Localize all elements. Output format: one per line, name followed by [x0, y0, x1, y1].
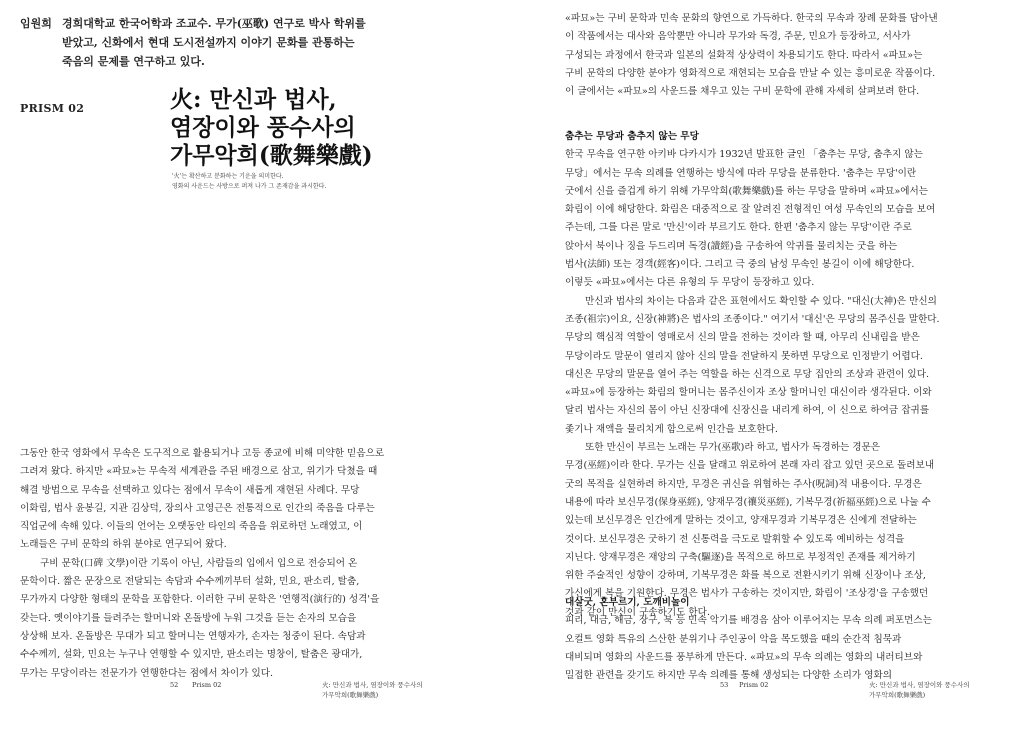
section-2-body — [565, 612, 945, 685]
text-line: «파묘»는 구비 문학과 민속 문화의 향연으로 가득하다. 한국의 무속과 장례 문화를 담아낸 — [565, 13, 938, 24]
footer-section: Prism 02 — [739, 681, 769, 689]
text-line: 것이다. 보신무경은 굿하기 전 신통력을 극도로 발휘할 수 있도록 예비하는 성격을 — [565, 533, 905, 545]
footer-title-line: 가무악희(歌舞樂戲) — [322, 691, 379, 699]
footer-title — [869, 680, 970, 700]
text-line: 무당이라도 말문이 열리지 않아 신의 말을 전달하지 못하면 무당으로 인정받기 어렵다. — [565, 350, 923, 362]
article-title-line: 염장이와 풍수사의 — [170, 114, 356, 141]
text-line: 구성되는 과정에서 한국과 일본의 설화적 상상력이 차용되기도 한다. 따라서 «파묘»는 — [565, 49, 923, 61]
text-line: 무경(巫經)이라 한다. 무가는 신을 달래고 위로하여 본래 자리 잡고 있던 곳으로 돌려보내 — [565, 460, 935, 472]
text-line: 피리, 대금, 해금, 장구, 북 등 민속 악기를 배경음 삼아 이루어지는 무속 의례 퍼포먼스는 — [565, 615, 932, 627]
right-page — [517, 0, 1034, 730]
text-line: 그려져 왔다. 하지만 «파묘»는 무속적 세계관을 주된 배경으로 삼고, 위기가 닥쳤을 때 — [20, 466, 378, 478]
text-line: 문학이다. 짧은 문장으로 전달되는 속담과 수수께끼부터 설화, 민요, 판소리, 탈춤, — [20, 576, 360, 588]
text-line: 구비 문학(口碑 文學)이란 기록이 아닌, 사람들의 입에서 입으로 전승되어 온 — [40, 557, 358, 569]
article-title — [170, 86, 373, 170]
text-line: 갖는다. 옛이야기를 들려주는 할머니와 온돌방에 누워 그것을 듣는 손자의 모습을 — [20, 612, 357, 624]
text-line: 법사(法師) 또는 경객(經客)이다. 그리고 극 중의 남성 무속인 봉길이 이에 해당한다. — [565, 259, 915, 271]
title-notes — [172, 172, 326, 192]
text-line: 이 글에서는 «파묘»의 사운드를 채우고 있는 구비 문학에 관해 자세히 살펴보려 한다. — [565, 86, 920, 98]
text-line: 달리 법사는 자신의 몸이 아닌 신장대에 신장신을 내리게 하여, 이 신으로 하여금 잡귀를 — [565, 405, 930, 417]
text-line: 대신은 무당의 말문을 열어 주는 역할을 하는 신격으로 무당 집안의 조상과 관련이 있다. — [565, 368, 930, 380]
intro-paragraph — [565, 10, 945, 101]
text-line: 이 작품에서는 대사와 음악뿐만 아니라 무가와 독경, 주문, 민요가 등장하고, 서사가 — [565, 31, 911, 43]
text-line: 구비 문학의 다양한 분야가 영화적으로 재현되는 모습을 만날 수 있는 흥미로운 작품이다. — [565, 67, 936, 79]
text-line: 무당의 핵심적 역할이 영매로서 신의 말을 전하는 것이라 할 때, 아무리 신내림을 받은 — [565, 332, 920, 344]
title-note-line: 영화의 사운드는 사방으로 퍼져 나가 그 존재감을 과시한다. — [172, 183, 327, 190]
author-bio — [62, 14, 382, 71]
text-line: 수수께끼, 설화, 민요는 누구나 연행할 수 있지만, 판소리는 명창이, 탈춤은 광대가, — [20, 649, 363, 661]
text-line: «파묘»에 등장하는 화림의 할머니는 몸주신이자 조상 할머니인 대신이라 생각된다. 이와 — [565, 387, 932, 399]
footer-title — [322, 680, 423, 700]
text-line: 이렇듯 «파묘»에서는 다른 유형의 두 무당이 등장하고 있다. — [565, 277, 815, 289]
text-line: 주는데, 그를 다른 말로 '만신'이라 부르기도 한다. 한편 '춤추지 않는 무당'이란 주로 — [565, 222, 912, 234]
footer-title-line: 火: 만신과 법사, 염장이와 풍수사의 — [322, 681, 423, 689]
text-line: 한국 무속을 연구한 아키바 다카시가 1932년 발표한 글인 「춤추는 무당, 춤추지 않는 — [565, 149, 923, 161]
text-line: 무당」에서는 무속 의례를 연행하는 방식에 따라 무당을 분류한다. '춤추는 무당'이란 — [565, 167, 917, 179]
text-line: 노래들은 구비 문학의 하위 분야로 연구되어 왔다. — [20, 539, 227, 551]
text-line: 좇기나 재액을 물리치게 함으로써 인간을 보호한다. — [565, 423, 778, 435]
text-line: 지닌다. 양재무경은 재앙의 구축(驅逐)을 목적으로 하므로 부정적인 존재를 제거하기 — [565, 551, 916, 563]
footer-title-line: 가무악희(歌舞樂戲) — [869, 691, 926, 699]
section-label: PRISM 02 — [20, 102, 85, 115]
text-line: 만신과 법사의 차이는 다음과 같은 표현에서도 확인할 수 있다. "대신(大神)은 만신의 — [585, 295, 937, 307]
text-line: 해결 방법으로 무속을 선택하고 있다는 점에서 무속이 새롭게 재현된 사례다. 무당 — [20, 484, 360, 496]
text-line: 무가는 무당이라는 전문가가 연행한다는 점에서 차이가 있다. — [20, 667, 274, 679]
text-line: 굿에서 신을 즐겁게 하기 위해 가무악희(歌舞樂戲)를 하는 무당을 말하며 «파묘»에서는 — [565, 185, 929, 197]
text-line: 직업군에 속해 있다. 이들의 언어는 오랫동안 타인의 죽음을 위로하던 노래였고, 이 — [20, 521, 363, 533]
left-body-text — [20, 445, 392, 683]
text-line: 오컬트 영화 특유의 스산한 분위기나 주인공이 악을 목도했을 때의 순간적 침묵과 — [565, 633, 902, 645]
section-heading: 춤추는 무당과 춤추지 않는 무당 — [565, 131, 699, 142]
text-line: 그동안 한국 영화에서 무속은 도구적으로 활용되거나 고등 종교에 비해 미약한 믿음으로 — [20, 448, 385, 459]
section-2 — [565, 594, 945, 685]
author-bio-line: 경희대학교 한국어학과 조교수. 무가(巫歌) 연구로 박사 학위를 — [62, 17, 366, 30]
text-line: 무가까지 다양한 형태의 문학을 포함한다. 이러한 구비 문학은 '연행적(演行的) 성격'을 — [20, 594, 380, 606]
article-title-line: 가무악희(歌舞樂戲) — [170, 142, 373, 169]
section-heading: 대살굿, 혼부르기, 도깨비놀이 — [565, 597, 690, 608]
title-note-line: '火'는 확산하고 분화하는 기운을 의미한다. — [172, 173, 284, 180]
text-line: 밀접한 관련을 갖기도 하지만 무속 의례를 통해 생성되는 다양한 소리가 영화의 — [565, 670, 893, 682]
author-bio-line: 죽음의 문제를 연구하고 있다. — [62, 55, 205, 68]
text-line: 가신에게 복을 기원한다. 무경은 법사가 구송하는 것이지만, 화림이 '조상경'을 구송했던 — [565, 588, 929, 600]
text-line: 것과 같이 만신이 구송하기도 한다. — [565, 606, 710, 618]
article-title-line: 火: 만신과 법사, — [170, 86, 337, 113]
author-bio-line: 받았고, 신화에서 현대 도시전설까지 이야기 문화를 관통하는 — [62, 36, 355, 49]
footer-title-line: 火: 만신과 법사, 염장이와 풍수사의 — [869, 681, 970, 689]
text-line: 앉아서 북이나 징을 두드리며 독경(讀經)을 구송하여 악귀를 물리치는 굿을 하는 — [565, 240, 898, 252]
author-name: 임원희 — [20, 17, 52, 30]
text-line: 있는데 보신무경은 인간에게 말하는 것이고, 양재무경과 기복무경은 신에게 전달하는 — [565, 515, 917, 527]
text-line: 이화림, 법사 윤봉길, 지관 김상덕, 장의사 고영근은 전통적으로 인간의 죽음을 다루는 — [20, 502, 375, 514]
footer-page-number: 52 — [170, 681, 179, 689]
section-1 — [565, 128, 945, 622]
text-line: 조종(祖宗)이요, 신장(神將)은 법사의 조종이다." 여기서 '대신'은 무당의 몸주신을 말한다. — [565, 313, 940, 325]
text-line: 상상해 보자. 온돌방은 무대가 되고 할머니는 연행자가, 손자는 청중이 된다. 속담과 — [20, 630, 366, 642]
text-line: 화림이 이에 해당한다. 화림은 대중적으로 잘 알려진 전형적인 여성 무속인의 모습을 보여 — [565, 204, 936, 216]
text-line: 또한 만신이 부르는 노래는 무가(巫歌)라 하고, 법사가 독경하는 경문은 — [585, 442, 881, 454]
text-line: 내용에 따라 보신무경(保身巫經), 양재무경(禳災巫經), 기복무경(祈福巫經)으로 나눌 수 — [565, 496, 931, 508]
footer-page-number: 53 — [720, 681, 729, 689]
text-line: 위한 주술적인 성향이 강하며, 기복무경은 화를 복으로 전환시키기 위해 신장이나 조상, — [565, 570, 926, 582]
text-line: 굿의 목적을 실현하려 하지만, 무경은 귀신을 위협하는 주사(呪詞)적 내용이다. 무경은 — [565, 478, 922, 490]
section-1-body — [565, 146, 945, 622]
text-line: 대비되며 영화의 사운드를 풍부하게 만든다. «파묘»의 무속 의례는 영화의 내러티브와 — [565, 651, 923, 663]
footer-section: Prism 02 — [192, 681, 222, 689]
